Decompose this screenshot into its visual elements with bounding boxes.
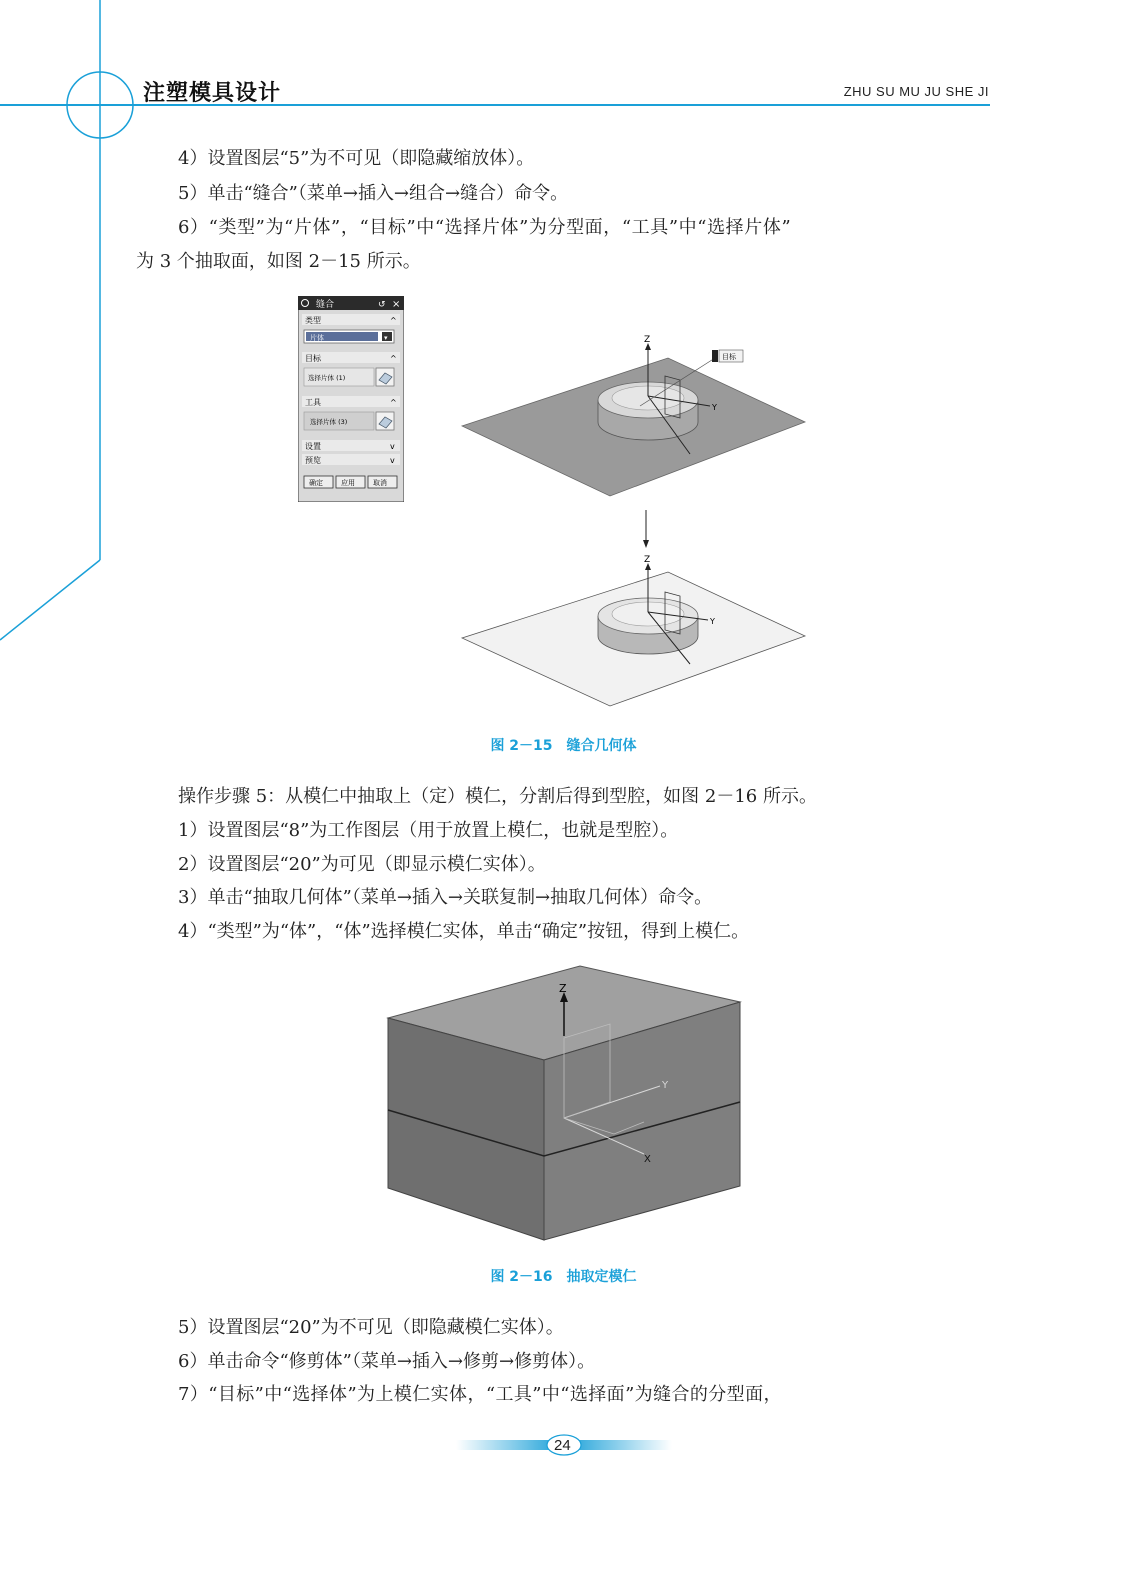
chevron-down-icon[interactable]: v — [390, 442, 395, 451]
chevron-up-icon[interactable]: ^ — [390, 398, 397, 407]
y-axis-label: Y — [662, 1080, 669, 1091]
z-axis-label: Z — [559, 982, 567, 995]
dialog-title: 缝合 — [316, 300, 335, 310]
target-select-text: 选择片体 (1) — [308, 374, 346, 382]
page-number: 24 — [554, 1437, 571, 1454]
substep-2-show-layer: 2）设置图层“20”为可见（即显示模仁实体）。 — [178, 854, 546, 875]
substep-1-work-layer: 1）设置图层“8”为工作图层（用于放置上模仁，也就是型腔）。 — [178, 820, 679, 841]
figure-2-15-caption: 图 2－15 缝合几何体 — [490, 738, 637, 754]
tool-select-text: 选择片体 (3) — [310, 418, 348, 426]
book-title-pinyin: ZHU SU MU JU SHE JI — [843, 84, 989, 99]
book-title: 注塑模具设计 — [143, 81, 282, 106]
substep-7-trim-settings: 7）“目标”中“选择体”为上模仁实体，“工具”中“选择面”为缝合的分型面， — [178, 1384, 782, 1405]
section-type-label: 类型 — [305, 316, 321, 325]
chevron-up-icon[interactable]: ^ — [390, 316, 397, 325]
section-preview-label: 预览 — [305, 456, 321, 465]
type-dropdown-value: 片体 — [310, 334, 324, 342]
operation-step-5-title: 操作步骤 5：从模仁中抽取上（定）模仁，分割后得到型腔，如图 2－16 所示。 — [178, 786, 817, 807]
apply-button-label: 应用 — [341, 479, 355, 487]
z-axis-label: Z — [644, 335, 651, 345]
y-axis-label: Y — [710, 617, 715, 626]
substep-3-extract-command: 3）单击“抽取几何体”（菜单→插入→关联复制→抽取几何体）命令。 — [178, 887, 713, 908]
step-6-continued: 为 3 个抽取面，如图 2－15 所示。 — [136, 251, 421, 272]
y-axis-label: Y — [712, 403, 717, 412]
sew-geometry-figure — [440, 298, 830, 708]
target-tag-label: 目标 — [722, 353, 736, 361]
ok-button-label: 确定 — [309, 479, 323, 487]
close-icon[interactable]: × — [392, 299, 401, 310]
x-axis-label: X — [644, 1154, 651, 1165]
substep-5-hide-layer: 5）设置图层“20”为不可见（即隐藏模仁实体）。 — [178, 1317, 564, 1338]
sew-dialog — [298, 296, 404, 502]
chevron-up-icon[interactable]: ^ — [390, 354, 397, 363]
reset-icon[interactable]: ↺ — [378, 300, 386, 310]
step-5-sew-command: 5）单击“缝合”（菜单→插入→组合→缝合）命令。 — [178, 183, 569, 204]
step-6-sew-settings: 6）“类型”为“片体”，“目标”中“选择片体”为分型面，“工具”中“选择片体” — [178, 217, 792, 238]
step-4-hide-layer: 4）设置图层“5”为不可见（即隐藏缩放体）。 — [178, 148, 535, 169]
section-tool-label: 工具 — [305, 398, 321, 407]
chevron-down-icon[interactable]: v — [390, 456, 395, 465]
core-block-figure — [384, 962, 744, 1246]
cancel-button-label: 取消 — [373, 479, 387, 487]
substep-6-trim-command: 6）单击命令“修剪体”（菜单→插入→修剪→修剪体）。 — [178, 1351, 596, 1372]
section-target-label: 目标 — [305, 354, 321, 363]
substep-4-extract-body: 4）“类型”为“体”，“体”选择模仁实体，单击“确定”按钮，得到上模仁。 — [178, 921, 750, 942]
dropdown-arrow-icon: ▾ — [384, 334, 388, 342]
z-axis-label: Z — [644, 555, 651, 565]
figure-2-16-caption: 图 2－16 抽取定模仁 — [490, 1269, 637, 1285]
section-settings-label: 设置 — [305, 442, 321, 451]
